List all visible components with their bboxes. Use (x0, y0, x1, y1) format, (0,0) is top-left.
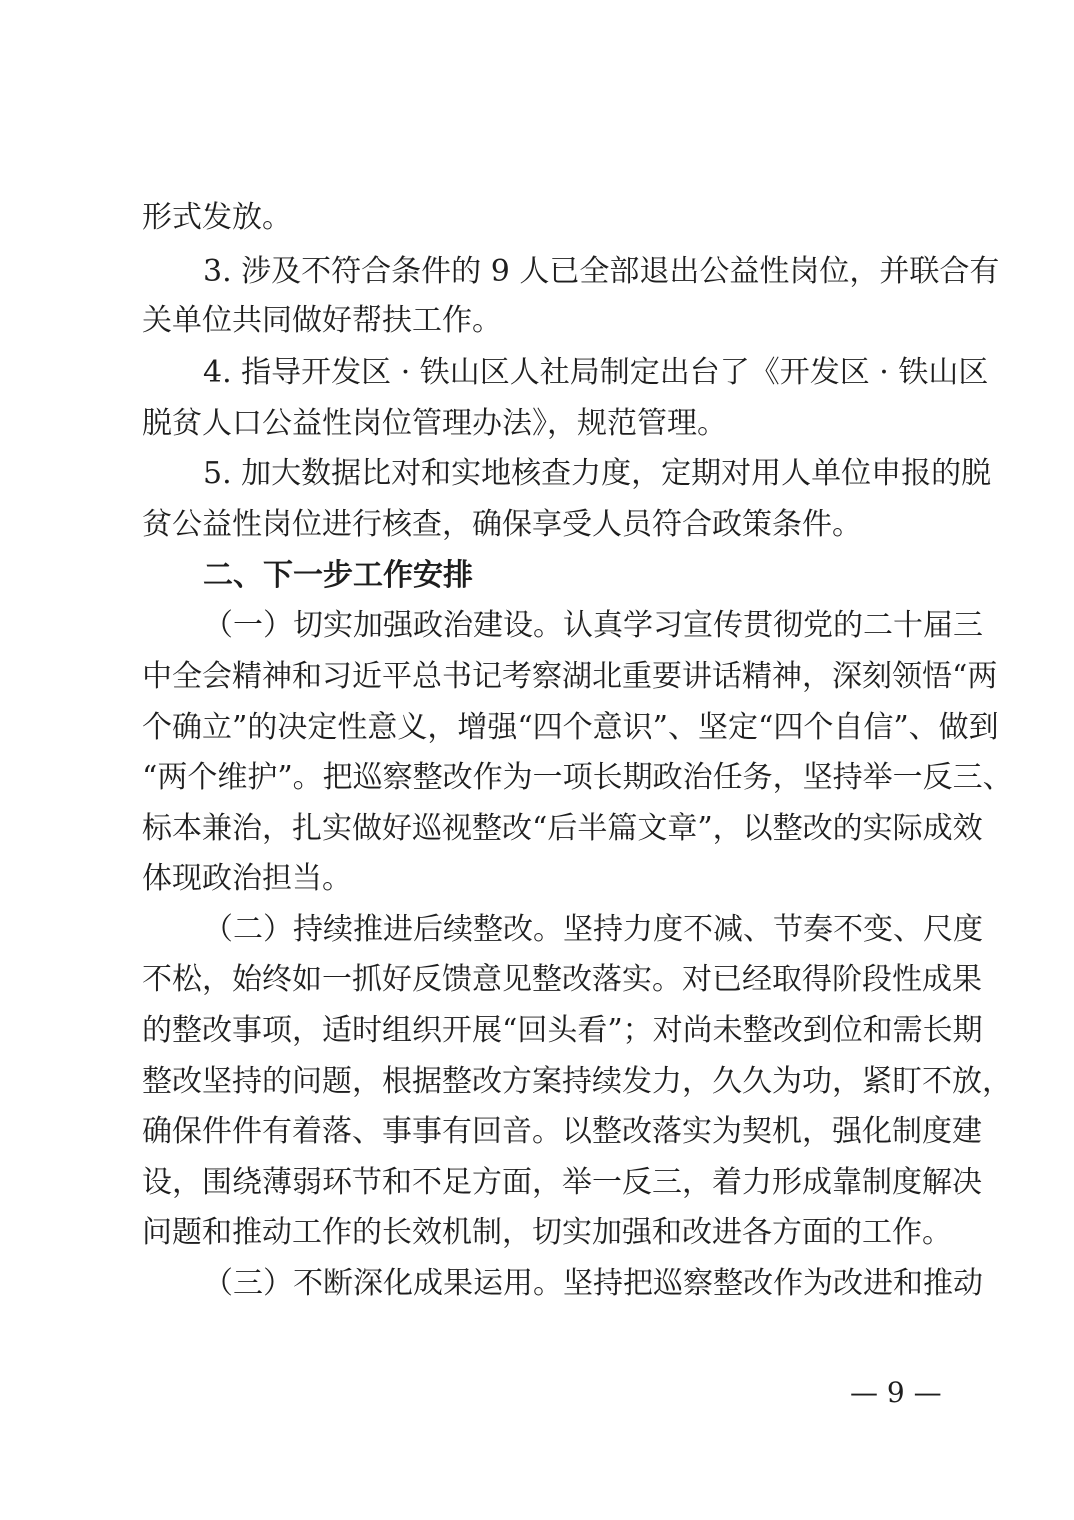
body-text-line: 形式发放。 (142, 200, 292, 235)
list-item-3-line-2: 关单位共同做好帮扶工作。 (142, 303, 502, 338)
paragraph-2-line: 整改坚持的问题，根据整改方案持续发力，久久为功，紧盯不放， (142, 1064, 1012, 1099)
list-item-5-line-1: 5. 加大数据比对和实地核查力度，定期对用人单位申报的脱 (203, 456, 992, 491)
list-item-5-line-2: 贫公益性岗位进行核查，确保享受人员符合政策条件。 (142, 507, 862, 542)
paragraph-1-line: 标本兼治，扎实做好巡视整改“后半篇文章”，以整改的实际成效 (142, 811, 983, 846)
paragraph-2-line: （二）持续推进后续整改。坚持力度不减、节奏不变、尺度 (203, 912, 983, 947)
paragraph-2-line: 确保件件有着落、事事有回音。以整改落实为契机，强化制度建 (142, 1114, 982, 1149)
paragraph-1-line: 体现政治担当。 (142, 861, 352, 896)
paragraph-1-line: 个确立”的决定性意义，增强“四个意识”、坚定“四个自信”、做到 (142, 710, 999, 745)
list-item-3-line-1: 3. 涉及不符合条件的 9 人已全部退出公益性岗位，并联合有 (203, 254, 1000, 289)
paragraph-2-line: 的整改事项，适时组织开展“回头看”；对尚未整改到位和需长期 (142, 1013, 983, 1048)
paragraph-1-line: 中全会精神和习近平总书记考察湖北重要讲话精神，深刻领悟“两 (142, 659, 998, 694)
page-number: — 9 — (850, 1376, 942, 1409)
paragraph-1-line: （一）切实加强政治建设。认真学习宣传贯彻党的二十届三 (203, 608, 983, 643)
paragraph-2-line: 设，围绕薄弱环节和不足方面，举一反三，着力形成靠制度解决 (142, 1165, 982, 1200)
section-heading: 二、下一步工作安排 (203, 558, 473, 593)
list-item-4-line-2: 脱贫人口公益性岗位管理办法》，规范管理。 (142, 406, 727, 441)
list-item-4-line-1: 4. 指导开发区 · 铁山区人社局制定出台了《开发区 · 铁山区 (203, 355, 989, 390)
paragraph-1-line: “两个维护”。把巡察整改作为一项长期政治任务，坚持举一反三、 (142, 760, 1013, 795)
paragraph-3-line: （三）不断深化成果运用。坚持把巡察整改作为改进和推动 (203, 1266, 983, 1301)
paragraph-2-line: 不松，始终如一抓好反馈意见整改落实。对已经取得阶段性成果 (142, 962, 982, 997)
paragraph-2-line: 问题和推动工作的长效机制，切实加强和改进各方面的工作。 (142, 1215, 952, 1250)
